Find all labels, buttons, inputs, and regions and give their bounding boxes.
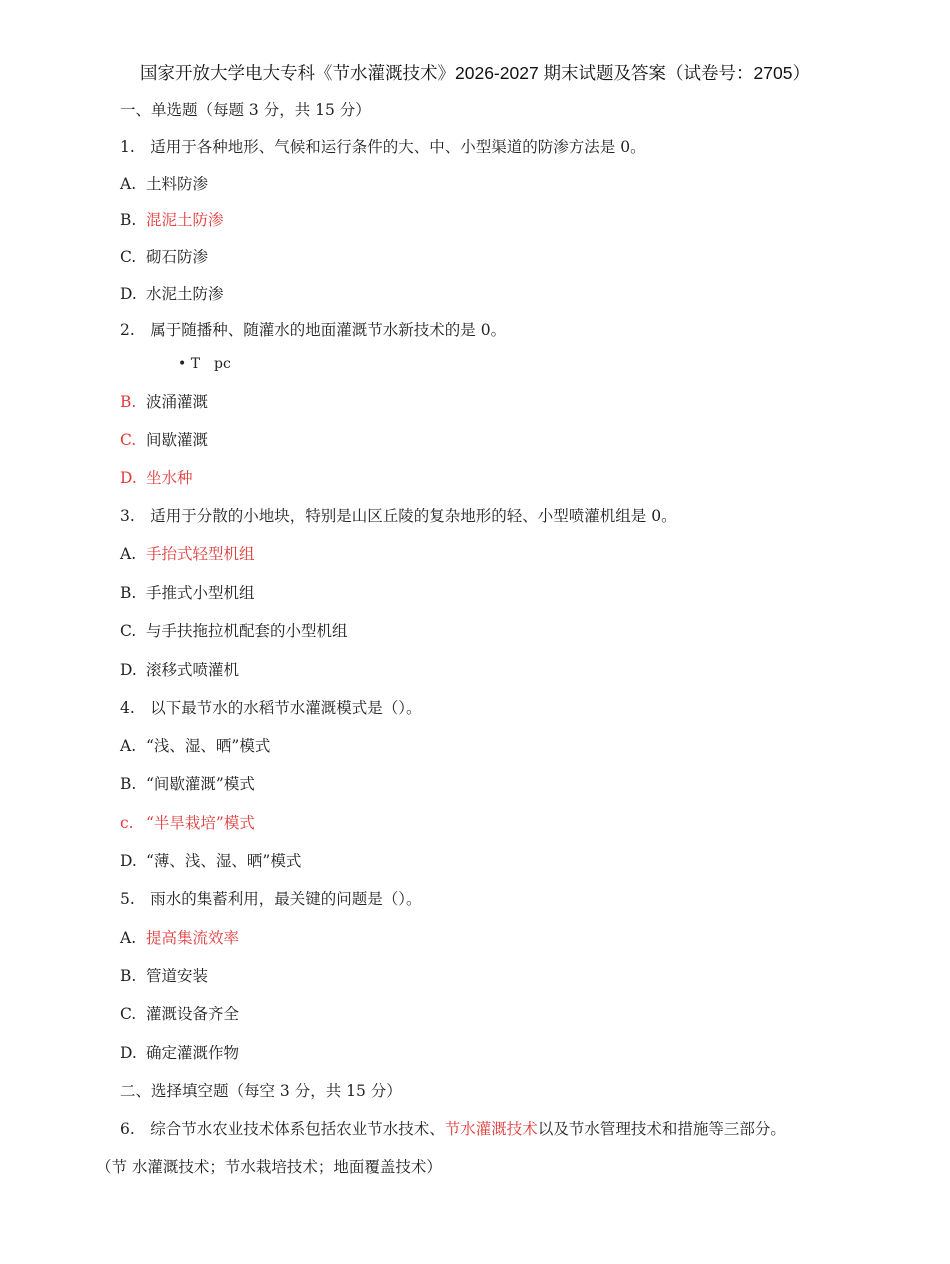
question-3-option-a <box>120 544 255 564</box>
option-text: 水泥土防渗 <box>146 285 224 303</box>
question-3-stem: 3. 适用于分散的小地块，特别是山区丘陵的复杂地形的轻、小型喷灌机组是 0。 <box>120 507 677 525</box>
option-label: D. <box>120 852 137 870</box>
question-5-option-b <box>120 966 208 986</box>
question-1-stem: 1. 适用于各种地形、气候和运行条件的大、中、小型渠道的防渗方法是 0。 <box>120 138 646 156</box>
section-heading-fill-in: 二、选择填空题（每空 3 分，共 15 分） <box>120 1082 402 1100</box>
question-1-option-b <box>120 210 224 230</box>
option-text: 确定灌溉作物 <box>146 1044 240 1062</box>
question-6-text-after: 以及节水管理技术和措施等三部分。 <box>537 1120 786 1138</box>
document-title: 国家开放大学电大专科《节水灌溉技术》2026-2027 期末试题及答案（试卷号：2705） <box>140 63 810 83</box>
question-4-option-a <box>120 736 270 756</box>
question-6-choices: （节 水灌溉技术；节水栽培技术；地面覆盖技术） <box>96 1158 442 1176</box>
question-6-text-before: 6. 综合节水农业技术体系包括农业节水技术、 <box>120 1120 445 1138</box>
option-text: 手推式小型机组 <box>146 584 255 602</box>
option-label: B. <box>120 211 137 229</box>
question-4-option-b <box>120 774 255 794</box>
question-5-option-d <box>120 1043 239 1063</box>
question-5-option-a <box>120 928 239 948</box>
question-2-bullet-option: • T pc <box>178 356 231 372</box>
question-1-option-c <box>120 247 208 267</box>
option-text: 土料防渗 <box>146 175 209 193</box>
option-text: 波涌灌溉 <box>146 393 209 411</box>
option-label: D. <box>120 469 137 487</box>
option-label: C. <box>120 1005 137 1023</box>
question-6-answer: 节水灌溉技术 <box>444 1120 538 1138</box>
option-label: c. <box>120 814 134 832</box>
option-label: C. <box>120 248 137 266</box>
question-4-option-d <box>120 851 301 871</box>
question-3-option-b <box>120 583 255 603</box>
option-text: 间歇灌溉 <box>146 431 209 449</box>
option-label: B. <box>120 775 137 793</box>
question-5-stem: 5. 雨水的集蓄利用，最关键的问题是（）。 <box>120 890 422 908</box>
option-text-answer: 混泥土防渗 <box>146 211 224 229</box>
question-2-option-c <box>120 430 208 450</box>
option-text: “浅、湿、晒”模式 <box>146 737 271 755</box>
question-1-option-a <box>120 174 208 194</box>
option-text: “间歇灌溉”模式 <box>146 775 255 793</box>
question-1-option-d <box>120 284 224 304</box>
option-label: C. <box>120 431 137 449</box>
option-label: C. <box>120 622 137 640</box>
option-label: D. <box>120 661 137 679</box>
question-2-option-d <box>120 468 193 488</box>
option-text-answer: “半旱栽培”模式 <box>146 814 255 832</box>
question-3-option-c <box>120 621 348 641</box>
option-label: B. <box>120 967 137 985</box>
option-text: “薄、浅、湿、晒”模式 <box>146 852 302 870</box>
option-label: B. <box>120 393 137 411</box>
option-text: 灌溉设备齐全 <box>146 1005 240 1023</box>
option-text-answer: 手抬式轻型机组 <box>146 545 255 563</box>
question-2-option-b <box>120 392 208 412</box>
question-4-option-c <box>120 813 255 833</box>
question-6-stem <box>120 1119 786 1139</box>
option-label: A. <box>120 737 137 755</box>
option-text: 管道安装 <box>146 967 209 985</box>
option-label: D. <box>120 285 137 303</box>
option-text-answer: 坐水种 <box>146 469 193 487</box>
option-label: A. <box>120 545 137 563</box>
option-text: 砌石防渗 <box>146 248 209 266</box>
question-2-stem: 2. 属于随播种、随灌水的地面灌溉节水新技术的是 0。 <box>120 321 507 339</box>
question-3-option-d <box>120 660 239 680</box>
option-label: A. <box>120 175 137 193</box>
section-heading-single-choice: 一、单选题（每题 3 分，共 15 分） <box>120 101 371 119</box>
option-text-answer: 提高集流效率 <box>146 929 240 947</box>
option-label: B. <box>120 584 137 602</box>
option-text: 与手扶拖拉机配套的小型机组 <box>146 622 348 640</box>
option-label: A. <box>120 929 137 947</box>
option-text: 滚移式喷灌机 <box>146 661 240 679</box>
question-4-stem: 4. 以下最节水的水稻节水灌溉模式是（）。 <box>120 699 422 717</box>
option-label: D. <box>120 1044 137 1062</box>
question-5-option-c <box>120 1004 239 1024</box>
